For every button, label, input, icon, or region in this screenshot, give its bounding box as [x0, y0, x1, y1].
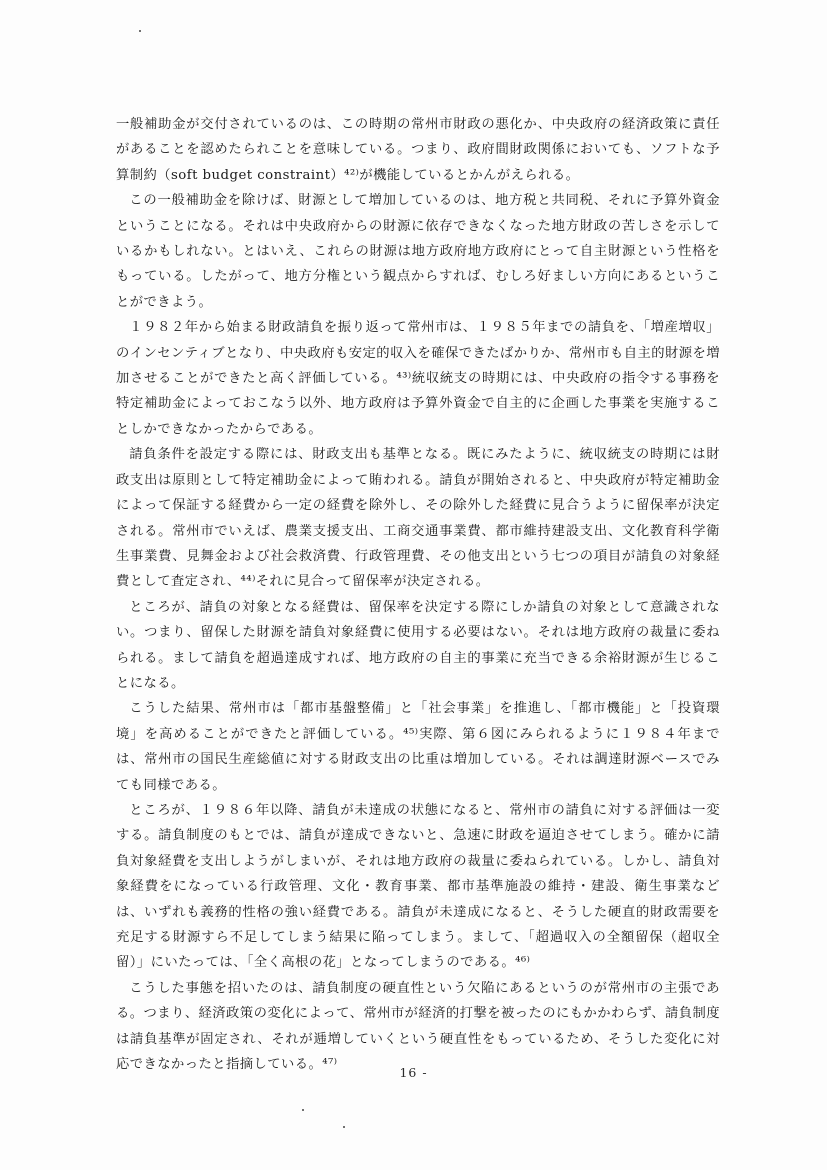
paragraph: ところが、１９８６年以降、請負が未達成の状態になると、常州市の請負に対する評価は一変する。請負制度のもとでは、請負が達成できないと、急速に財政を逼迫させてしまう。確かに請負対象経費を支出しようがしまいが、それは地方政府の裁量に委ねられている。しかし、請負対象経費をになっている行政管理、文化・教育事業、都市基準施設の維持・建設、衛生事業などは、いずれも義務的性格の強い経費である。請負が未達成になると、そうした硬直的財政需要を充足する財源すら不足してしまう結果に陥ってしまう。まして、「超過収入の全額留保（超収全留）」にいたっては、「全く高根の花」となってしまうのである。⁴⁶⁾: [116, 802, 720, 971]
scan-speck: [139, 30, 141, 32]
paragraph: １９８２年から始まる財政請負を振り返って常州市は、１９８５年までの請負を、「増産増収」のインセンティブとなり、中央政府も安定的収入を確保できたばかりか、常州市も自主的財源を増加させることができたと高く評価している。⁴³⁾統収統支の時期には、中央政府の指令する事務を特定補助金によっておこなう以外、地方政府は予算外資金で自主的に企画した事業を実施することしかできなかったからである。: [116, 320, 720, 437]
paragraph: 請負条件を設定する際には、財政支出も基準となる。既にみたように、統収統支の時期には財政支出は原則として特定補助金によって賄われる。請負が開始されると、中央政府が特定補助金によって保証する経費から一定の経費を除外し、その除外した経費に見合うように留保率が決定される。常州市でいえば、農業支援支出、工商交通事業費、都市維持建設支出、文化教育科学衛生事業費、見舞金および社会救済費、行政管理費、その他支出という七つの項目が請負の対象経費として査定され、⁴⁴⁾それに見合って留保率が決定される。: [116, 447, 720, 590]
page-number: 16 -: [399, 1065, 428, 1080]
paragraph: この一般補助金を除けば、財源として増加しているのは、地方税と共同税、それに予算外資金ということになる。それは中央政府からの財源に依存できなくなった地方財政の苦しさを示しているかもしれない。とはいえ、これらの財源は地方政府地方政府にとって自主財源という性格をもっている。したがって、地方分権という観点からすれば、むしろ好ましい方向にあるということができよう。: [116, 193, 720, 310]
paragraph: 一般補助金が交付されているのは、この時期の常州市財政の悪化か、中央政府の経済政策に責任があることを認めたられことを意味している。つまり、政府間財政関係においても、ソフトな予算制約（soft budget constraint）⁴²⁾が機能しているとかんがえられる。: [116, 117, 720, 183]
paragraph: ところが、請負の対象となる経費は、留保率を決定する際にしか請負の対象として意識されない。つまり、留保した財源を請負対象経費に使用する必要はない。それは地方政府の裁量に委ねられる。まして請負を超過達成すれば、地方政府の自主的事業に充当できる余裕財源が生じることになる。: [116, 599, 720, 691]
scan-speck: [302, 1109, 304, 1111]
paragraph: こうした事態を招いたのは、請負制度の硬直性という欠陥にあるというのが常州市の主張である。つまり、経済政策の変化によって、常州市が経済的打撃を被ったのにもかかわらず、請負制度は請負基準が固定され、それが逓増していくという硬直性をもっているため、そうした変化に対応できなかったと指摘している。⁴⁷⁾: [116, 980, 720, 1073]
scan-speck: [343, 1126, 345, 1128]
paragraph: こうした結果、常州市は「都市基盤整備」と「社会事業」を推進し、「都市機能」と「投資環境」を高めることができたと評価している。⁴⁵⁾実際、第６図にみられるように１９８４年までは、常州市の国民生産総値に対する財政支出の比重は増加している。それは調達財源ベースでみても同様である。: [116, 701, 720, 793]
body-text: [116, 112, 720, 1077]
